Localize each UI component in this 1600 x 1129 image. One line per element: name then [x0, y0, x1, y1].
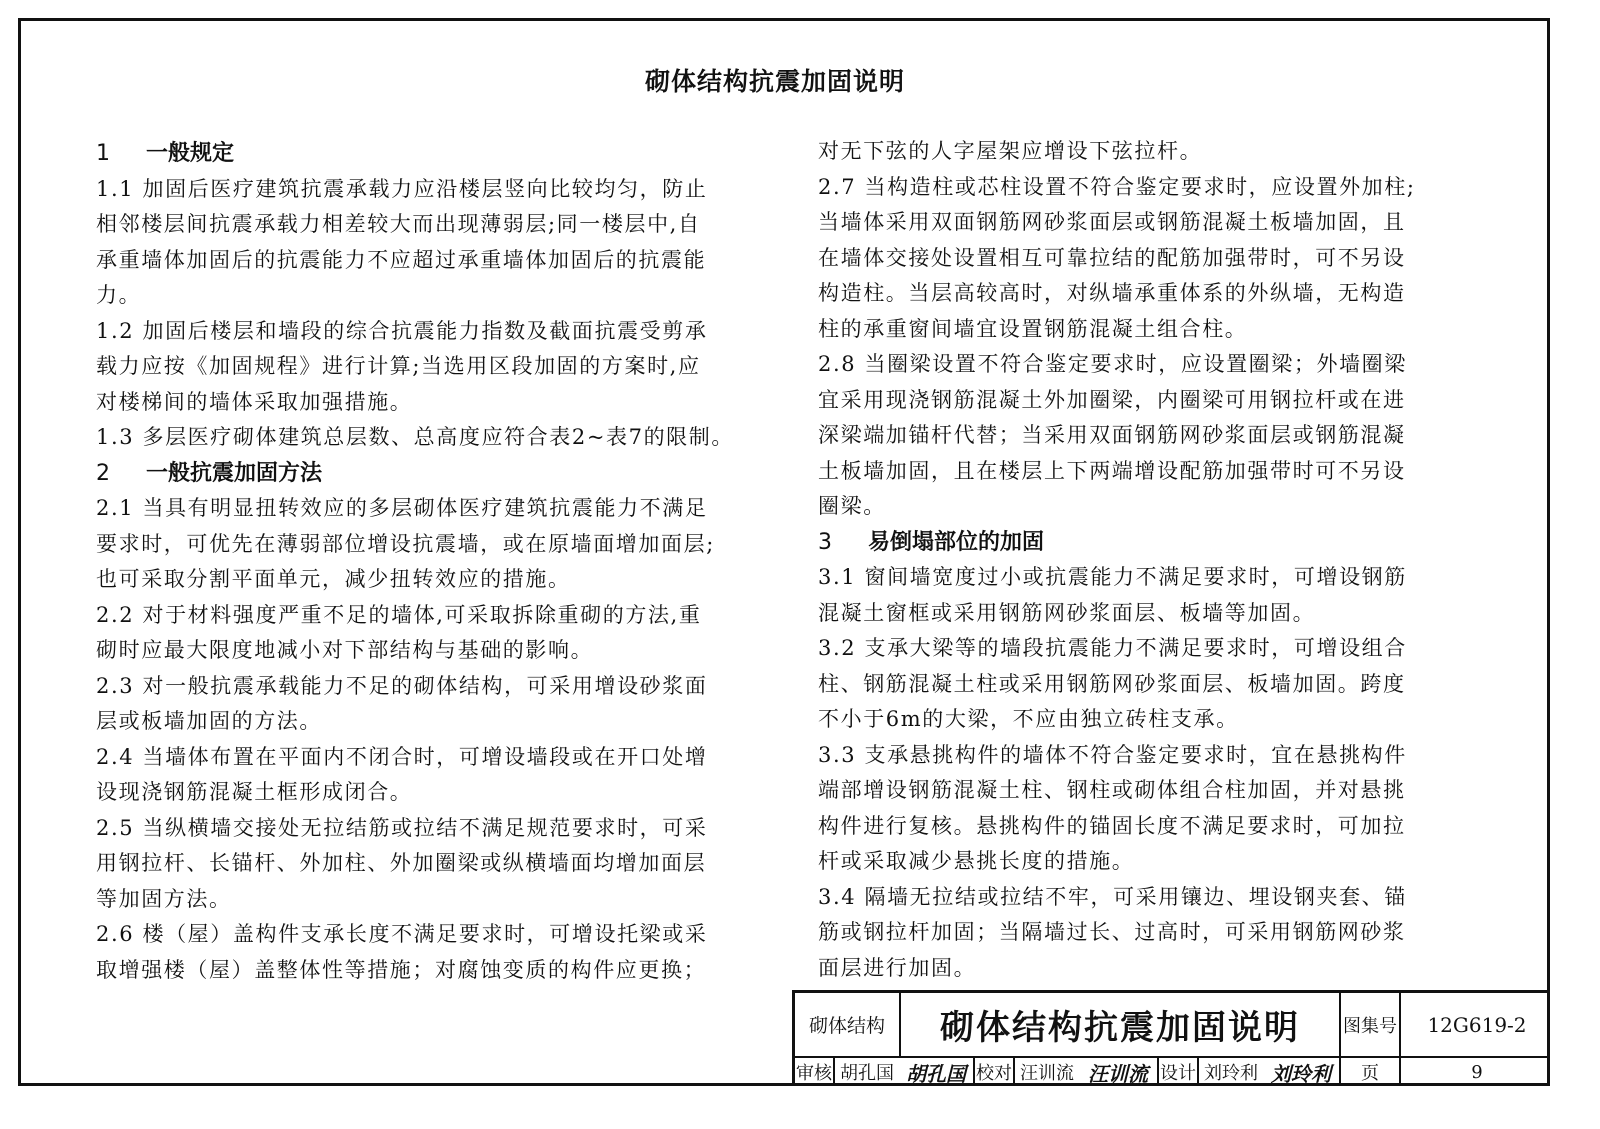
text-line: 2.6 楼（屋）盖构件支承长度不满足要求时，可增设托梁或采 — [96, 922, 708, 946]
text-line: 承重墙体加固后的抗震能力不应超过承重墙体加固后的抗震能 — [96, 247, 707, 272]
section-title: 一般规定 — [146, 141, 235, 166]
checker-signature: 汪训流 — [1079, 1058, 1159, 1086]
text-line: 混凝土窗框或采用钢筋网砂浆面层、板墙等加固。 — [818, 600, 1316, 625]
section-heading — [818, 525, 1454, 561]
left-text-column — [96, 136, 768, 988]
document-title: 砌体结构抗震加固说明 — [644, 67, 905, 96]
text-line: 当墙体采用双面钢筋网砂浆面层或钢筋混凝土板墙加固，且 — [818, 210, 1406, 234]
text-line: 相邻楼层间抗震承载力相差较大而出现薄弱层;同一楼层中,自 — [96, 212, 701, 236]
text-line: 柱、钢筋混凝土柱或采用钢筋网砂浆面层、板墙加固。跨度 — [818, 671, 1406, 696]
section-title: 易倒塌部位的加固 — [868, 529, 1045, 555]
text-line: 不小于6m的大梁，不应由独立砖柱支承。 — [818, 707, 1239, 731]
text-line: 1.1 加固后医疗建筑抗震承载力应沿楼层竖向比较均匀，防止 — [96, 176, 708, 201]
text-line: 圈梁。 — [818, 494, 886, 518]
text-line: 2.1 当具有明显扭转效应的多层砌体医疗建筑抗震能力不满足 — [96, 496, 708, 520]
text-line: 构造柱。当层高较高时，对纵墙承重体系的外纵墙，无构造 — [818, 281, 1406, 305]
text-line: 3.1 窗间墙宽度过小或抗震能力不满足要求时，可增设钢筋 — [818, 565, 1407, 589]
text-line: 力。 — [96, 283, 142, 307]
text-line: 2.5 当纵横墙交接处无拉结筋或拉结不满足规范要求时，可采 — [96, 815, 708, 840]
text-line: 2.3 对一般抗震承载能力不足的砌体结构，可采用增设砂浆面 — [96, 673, 708, 698]
designer-signature: 刘玲利 — [1263, 1058, 1341, 1086]
text-line: 端部增设钢筋混凝土柱、钢柱或砌体组合柱加固，并对悬挑 — [818, 778, 1406, 802]
atlas-number-cell: 12G619-2 — [1427, 1012, 1527, 1037]
text-line: 层或板墙加固的方法。 — [96, 709, 322, 733]
text-line: 在墙体交接处设置相互可靠拉结的配筋加强带时，可不另设 — [818, 245, 1406, 270]
checker-name: 汪训流 — [1020, 1063, 1074, 1084]
title-block — [792, 990, 1550, 1086]
text-line: 2.7 当构造柱或芯柱设置不符合鉴定要求时，应设置外加柱; — [818, 174, 1416, 199]
title-block-row-main — [795, 993, 1550, 1058]
text-line: 2.2 对于材料强度严重不足的墙体,可采取拆除重砌的方法,重 — [96, 602, 702, 627]
designer-name: 刘玲利 — [1204, 1063, 1258, 1084]
text-line: 2.4 当墙体布置在平面内不闭合时，可增设墙段或在开口处增 — [96, 744, 708, 769]
reviewer-name: 胡孔国 — [840, 1063, 894, 1084]
text-line: 取增强楼（屋）盖整体性等措施；对腐蚀变质的构件应更换； — [96, 957, 707, 982]
text-line: 用钢拉杆、长锚杆、外加柱、外加圈梁或纵横墙面均增加面层 — [96, 851, 707, 875]
section-title: 一般抗震加固方法 — [146, 460, 323, 486]
drawing-title-cell: 砌体结构抗震加固说明 — [901, 993, 1341, 1056]
text-line: 设现浇钢筋混凝土框形成闭合。 — [96, 780, 413, 804]
text-line: 3.3 支承悬挑构件的墙体不符合鉴定要求时，宜在悬挑构件 — [818, 742, 1407, 767]
text-line: 构件进行复核。悬挑构件的锚固长度不满足要求时，可加拉 — [818, 813, 1406, 838]
text-line: 杆或采取减少悬挑长度的措施。 — [818, 849, 1135, 873]
text-line: 3.2 支承大梁等的墙段抗震能力不满足要求时，可增设组合 — [818, 636, 1407, 660]
text-line: 1.2 加固后楼层和墙段的综合抗震能力指数及截面抗震受剪承 — [96, 318, 708, 343]
title-block-row-signatures — [795, 1058, 1550, 1086]
text-line: 对无下弦的人字屋架应增设下弦拉杆。 — [818, 139, 1203, 163]
text-line: 筋或钢拉杆加固；当隔墙过长、过高时，可采用钢筋网砂浆 — [818, 920, 1406, 944]
right-text-column — [818, 134, 1454, 986]
reviewer-signature: 胡孔国 — [899, 1058, 975, 1086]
text-line: 宜采用现浇钢筋混凝土外加圈梁，内圈梁可用钢拉杆或在进 — [818, 387, 1406, 412]
text-line: 要求时，可优先在薄弱部位增设抗震墙，或在原墙面增加面层; — [96, 531, 715, 556]
text-line: 土板墙加固，且在楼层上下两端增设配筋加强带时可不另设 — [818, 458, 1406, 483]
text-line: 等加固方法。 — [96, 886, 232, 911]
page-label: 页 — [1341, 1058, 1401, 1086]
text-line: 面层进行加固。 — [818, 955, 977, 980]
atlas-label-cell: 图集号 — [1341, 993, 1401, 1056]
text-line: 深梁端加锚杆代替；当采用双面钢筋网砂浆面层或钢筋混凝 — [818, 423, 1406, 447]
section-heading — [96, 136, 768, 172]
category-cell: 砌体结构 — [795, 993, 901, 1056]
section-number: 2 — [96, 460, 110, 486]
check-label: 校对 — [975, 1058, 1015, 1086]
section-heading — [96, 456, 768, 492]
text-line: 砌时应最大限度地减小对下部结构与基础的影响。 — [96, 638, 594, 662]
page-number: 9 — [1471, 1061, 1483, 1083]
text-line: 柱的承重窗间墙宜设置钢筋混凝土组合柱。 — [818, 316, 1248, 341]
text-line: 2.8 当圈梁设置不符合鉴定要求时，应设置圈梁；外墙圈梁 — [818, 352, 1407, 376]
text-line: 3.4 隔墙无拉结或拉结不牢，可采用镶边、埋设钢夹套、锚 — [818, 884, 1407, 909]
design-label: 设计 — [1159, 1058, 1199, 1086]
text-line: 载力应按《加固规程》进行计算;当选用区段加固的方案时,应 — [96, 354, 701, 378]
text-line: 1.3 多层医疗砌体建筑总层数、总高度应符合表2~表7的限制。 — [96, 425, 734, 449]
section-number: 1 — [96, 141, 110, 166]
text-line: 对楼梯间的墙体采取加强措施。 — [96, 389, 413, 414]
text-line: 也可采取分割平面单元，减少扭转效应的措施。 — [96, 567, 571, 591]
review-label: 审核 — [795, 1058, 835, 1086]
section-number: 3 — [818, 529, 832, 555]
